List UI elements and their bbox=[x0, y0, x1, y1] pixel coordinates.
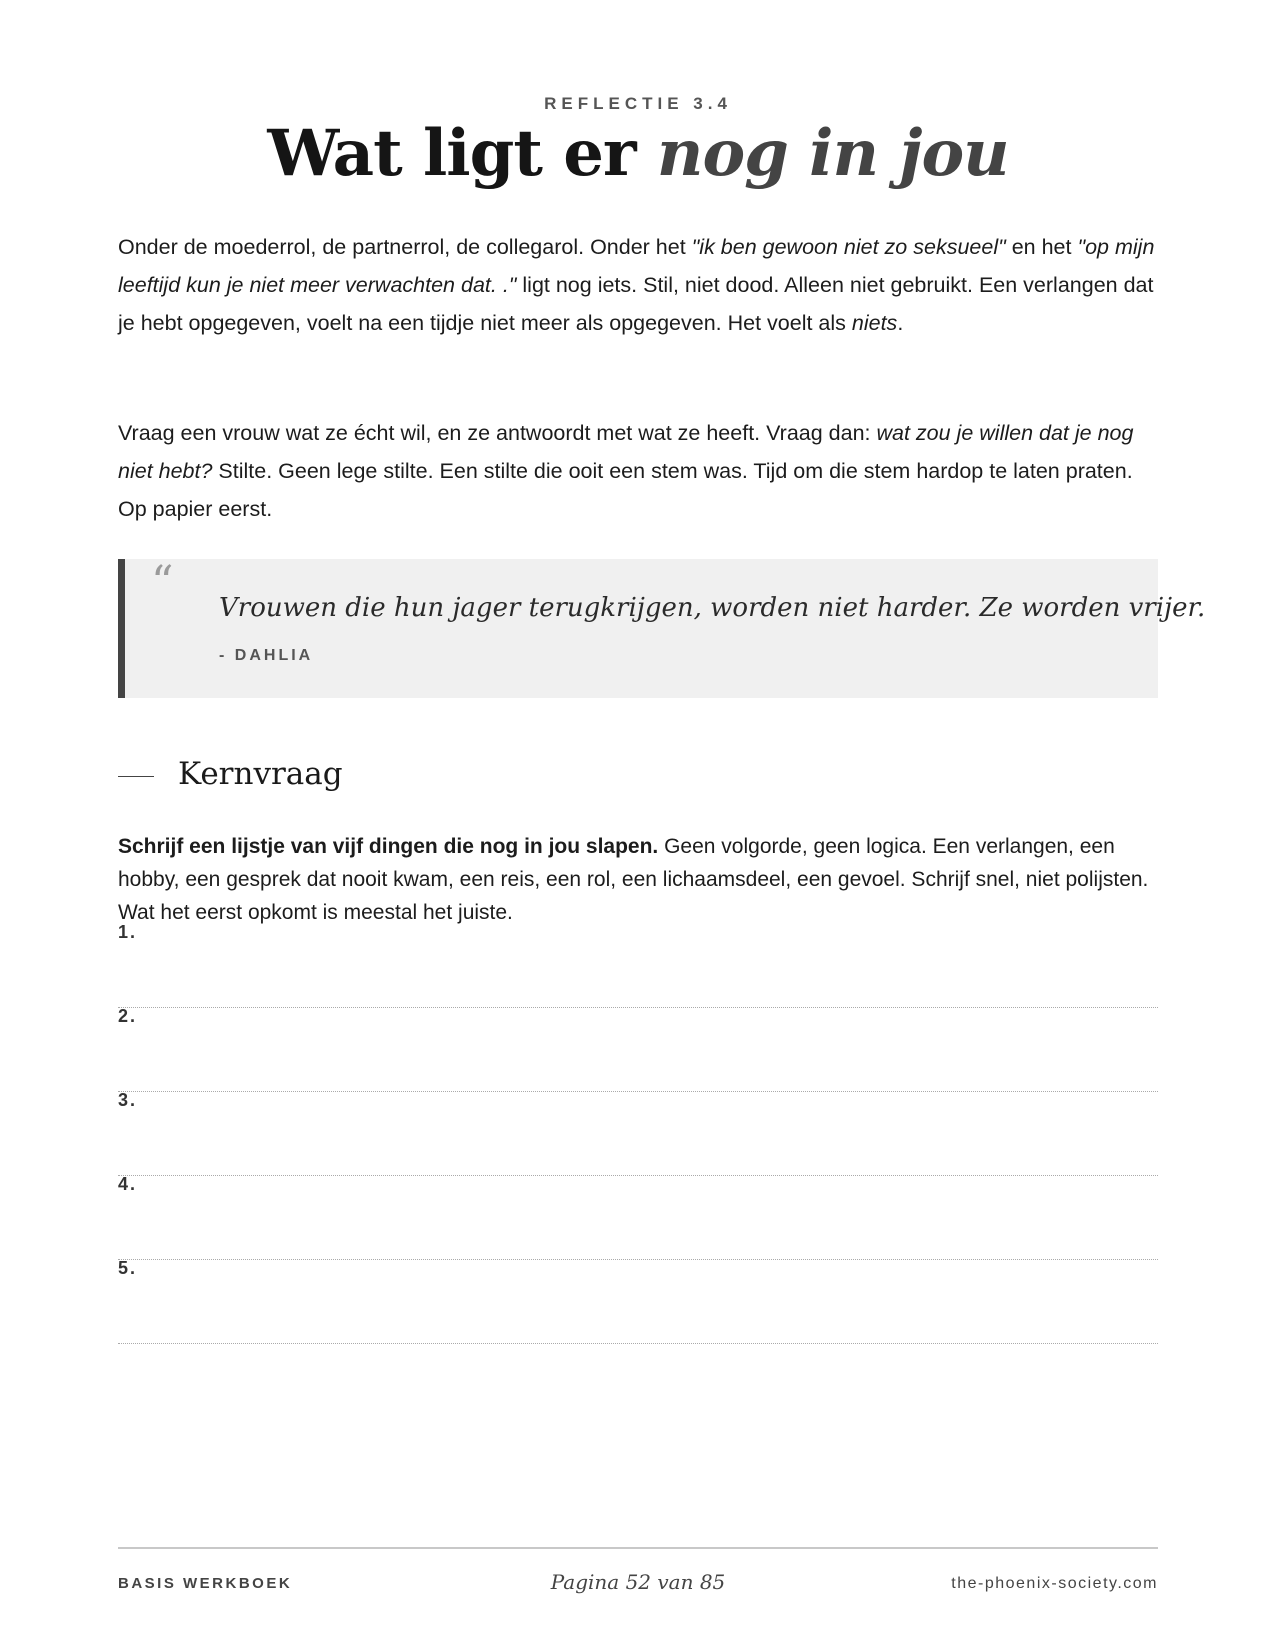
answer-number: 1. bbox=[118, 922, 138, 942]
answer-number: 4. bbox=[118, 1174, 138, 1194]
prompt-bold: Schrijf een lijstje van vijf dingen die nog in jou slapen. bbox=[118, 835, 659, 858]
answer-line[interactable] bbox=[118, 922, 1158, 1008]
answer-line[interactable] bbox=[118, 1174, 1158, 1260]
intro-paragraph-1 bbox=[118, 228, 1158, 342]
exercise-prompt bbox=[118, 830, 1158, 929]
text-run: en het bbox=[1005, 235, 1078, 259]
text-run: Onder de moederrol, de partnerrol, de collegarol. Onder het bbox=[118, 235, 692, 259]
answer-number: 2. bbox=[118, 1006, 138, 1026]
answer-line[interactable] bbox=[118, 1006, 1158, 1092]
answer-number: 5. bbox=[118, 1258, 138, 1278]
text-run: ligt nog iets. Stil, niet dood. Alleen niet gebruikt. Een verlangen dat je hebt opgegeven, voelt na een tijdje niet meer als opgegeven. Het voelt als bbox=[118, 273, 1154, 335]
text-run: Vraag een vrouw wat ze écht wil, en ze antwoordt met wat ze heeft. Vraag dan: bbox=[118, 421, 877, 445]
italic-run: niets bbox=[851, 311, 898, 335]
title-italic: nog in jou bbox=[656, 116, 1009, 191]
quote-author: - DAHLIA bbox=[219, 647, 314, 664]
section-divider bbox=[118, 776, 154, 777]
quote-mark-icon: “ bbox=[151, 557, 174, 608]
footer-workbook-name: BASIS WERKBOEK bbox=[118, 1575, 293, 1592]
italic-run: "ik ben gewoon niet zo seksueel" bbox=[691, 235, 1006, 259]
footer-website: the-phoenix-society.com bbox=[951, 1575, 1158, 1592]
title-plain: Wat ligt er bbox=[267, 116, 657, 191]
reflection-label: REFLECTIE 3.4 bbox=[544, 94, 732, 113]
answer-number: 3. bbox=[118, 1090, 138, 1110]
quote-block bbox=[118, 557, 1206, 698]
section-title: Kernvraag bbox=[178, 756, 343, 792]
italic-run: "op mijn leeftijd kun je niet meer verwachten dat. ." bbox=[118, 235, 1155, 297]
text-run: . bbox=[897, 311, 904, 335]
text-run: Stilte. Geen lege stilte. Een stilte die ooit een stem was. Tijd om die stem hardop te laten praten. Op papier eerst. bbox=[118, 459, 1133, 521]
answer-line[interactable] bbox=[118, 1090, 1158, 1176]
page-number: Pagina 52 van 85 bbox=[550, 1570, 726, 1594]
footer-divider bbox=[118, 1547, 1158, 1549]
answer-line[interactable] bbox=[118, 1258, 1158, 1344]
italic-run: wat zou je willen dat je nog niet hebt? bbox=[118, 421, 1134, 483]
prompt-rest: Geen volgorde, geen logica. Een verlangen, een hobby, een gesprek dat nooit kwam, een reis, een rol, een lichaamsdeel, een gevoel. Schrijf snel, niet polijsten. Wat het eerst opkomt is meestal het juiste. bbox=[118, 835, 1149, 924]
quote-text: Vrouwen die hun jager terugkrijgen, worden niet harder. Ze worden vrijer. bbox=[219, 593, 1206, 623]
answer-dotted-line bbox=[118, 1343, 1158, 1344]
intro-paragraph-2 bbox=[118, 414, 1158, 528]
workbook-page bbox=[118, 0, 1206, 1650]
page-title bbox=[118, 116, 1158, 191]
